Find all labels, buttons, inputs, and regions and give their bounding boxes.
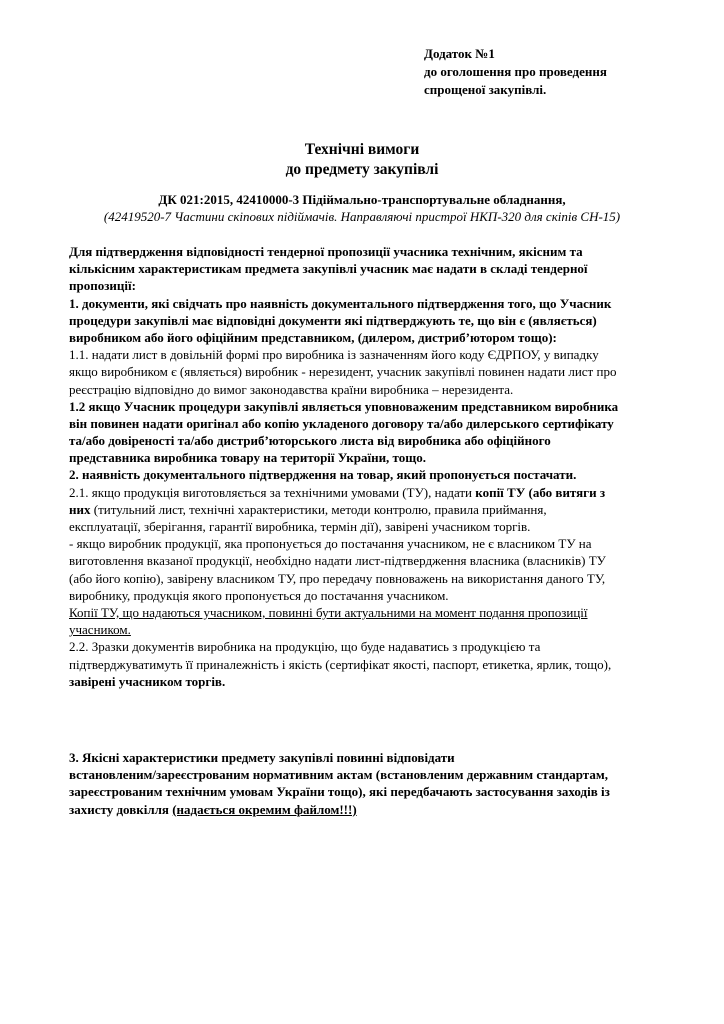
text-line: 1.1. надати лист в довільній формі про виробника із зазначенням його коду ЄДРПОУ, у випадку — [69, 347, 599, 363]
section-1-2 — [69, 398, 685, 467]
intro-paragraph — [69, 243, 685, 295]
text-line: він повинен надати оригінал або копію укладеного договору та/або дилерського сертифікату — [69, 415, 614, 431]
text-span: (титульний лист, технічні характеристики, методи контролю, правила приймання, — [90, 501, 547, 517]
text-line: якщо виробником є (являється) виробник - нерезидент, учасник закупівлі повинен надати лист про — [69, 364, 617, 380]
text-line: завірені учасником торгів. — [69, 673, 226, 689]
section-2-2 — [69, 638, 685, 690]
text-line — [69, 801, 685, 818]
text-line: виготовлення вказаної продукції, необхідно надати лист-підтвердження власника (власників) ТУ — [69, 553, 606, 569]
text-line — [69, 501, 685, 518]
tu-copies-emphasis: них — [69, 501, 91, 517]
text-line: встановленим/зареєстрованим нормативним актам (встановленим державним стандартам, — [69, 767, 608, 783]
text-line: 1. документи, які свідчать про наявність документального підтвердження того, що Учасник — [69, 295, 612, 311]
text-line: підтверджуватимуть її приналежність і якість (сертифікат якості, паспорт, етикетка, ярлик, тощо), — [69, 656, 612, 672]
text-line: процедури закупівлі має відповідні документи які підтверджують те, що він є (являється) — [69, 312, 597, 328]
text-line: Копії ТУ, що надаються учасником, повинні бути актуальними на момент подання пропозиції — [69, 604, 588, 620]
section-2-1 — [69, 484, 685, 536]
section-3 — [69, 749, 685, 818]
tu-copies-emphasis: копії ТУ (або витяги з — [475, 484, 606, 500]
text-line: 3. Якісні характеристики предмету закупівлі повинні відповідати — [69, 750, 455, 765]
text-line: виробником або його офіційним представником, (дилером, дистриб’ютором тощо): — [69, 329, 557, 345]
appendix-ref-line: спрощеної закупівлі. — [424, 82, 547, 97]
text-line: пропозиції: — [69, 278, 136, 294]
text-line: 2. наявність документального підтвердження на товар, який пропонується постачати. — [69, 467, 577, 483]
text-line: Для підтвердження відповідності тендерної пропозиції учасника технічним, якісним та — [69, 244, 583, 259]
section-2-1-note — [69, 535, 685, 604]
text-line: виробнику, продукція якого пропонується до постачання учасником. — [69, 587, 449, 603]
text-line: представника виробника товару на території України, тощо. — [69, 450, 426, 466]
text-line: реєстрацію відповідно до вимог законодавства країни виробника – нерезидента. — [69, 381, 514, 397]
text-span: 2.1. якщо продукція виготовляється за технічними умовами (ТУ), надати — [69, 484, 476, 500]
text-span: захисту довкілля — [69, 801, 173, 817]
text-line: 1.2 якщо Учасник процедури закупівлі являється уповноваженим представником виробника — [69, 398, 619, 414]
section-1 — [69, 295, 685, 347]
text-line: зареєстрованим технічним умовам України тощо), які передбачають застосування заходів із — [69, 784, 610, 800]
document-subtitle: до предмету закупівлі — [285, 161, 439, 178]
text-line: 2.2. Зразки документів виробника на продукцію, що буде надаватись з продукцією та — [69, 639, 541, 655]
procurement-items: (42419520-7 Частини скіпових підіймачів. Направляючі пристрої НКП-320 для скіпів СН-15) — [103, 209, 621, 224]
appendix-number: Додаток №1 — [424, 46, 495, 61]
separate-file-note: (надається окремим файлом!!!) — [172, 801, 357, 817]
appendix-ref-line: до оголошення про проведення — [424, 64, 607, 79]
document-title: Технічні вимоги — [304, 141, 420, 158]
text-line: експлуатації, зберігання, гарантії виробника, термін дії), завірені учасником торгів. — [69, 519, 531, 534]
text-line: - якщо виробник продукції, яка пропонується до постачання учасником, не є власником ТУ на — [69, 536, 592, 552]
text-line: учасником. — [69, 622, 131, 638]
tu-actuality-note — [69, 604, 685, 638]
procurement-code: ДК 021:2015, 42410000-3 Підіймально-транспортувальне обладнання, — [158, 192, 566, 207]
text-line: та/або довіреності та/або дистриб’юторського листа від виробника або офіційного — [69, 433, 551, 449]
section-2 — [69, 466, 685, 483]
text-line — [69, 484, 685, 501]
section-1-1 — [69, 346, 685, 398]
text-line: кількісним характеристикам предмета закупівлі учасник має надати в складі тендерної — [69, 261, 588, 277]
appendix-header — [424, 45, 714, 99]
text-line: (або його копію), завірену власником ТУ, про передачу повноважень на використання даного ТУ, — [69, 570, 606, 586]
requirements-body — [69, 243, 685, 690]
